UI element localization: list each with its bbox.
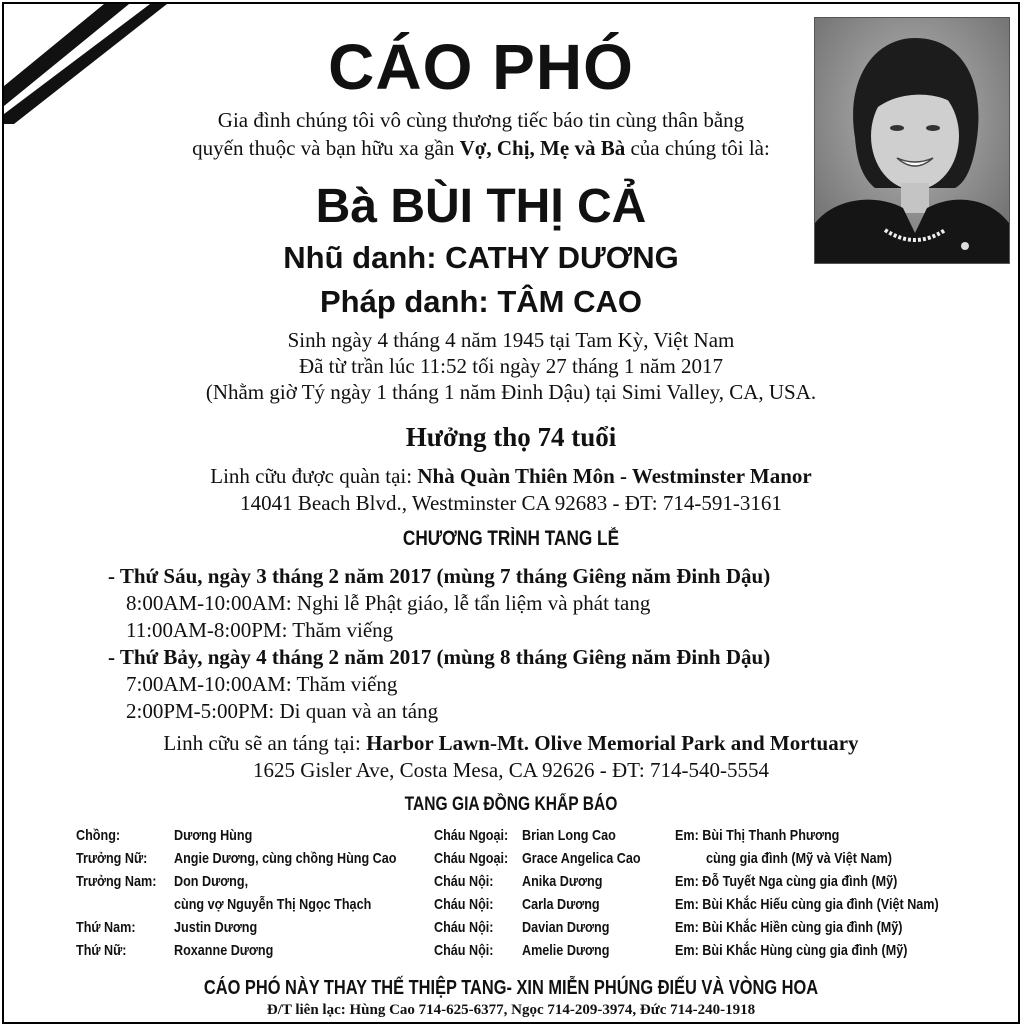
program-title: CHƯƠNG TRÌNH TANG LỄ bbox=[402, 527, 620, 550]
deceased-name: Bà BÙI THỊ CẢ bbox=[315, 180, 647, 233]
burial-label: Linh cữu sẽ an táng tại: bbox=[163, 731, 367, 755]
family-sibling: cùng gia đình (Mỹ và Việt Nam) bbox=[706, 850, 893, 867]
viewing-label: Linh cữu được quàn tại: bbox=[210, 464, 418, 488]
maiden-name: Nhũ danh: CATHY DƯƠNG bbox=[283, 240, 679, 275]
family-role: Cháu Ngoại: bbox=[434, 827, 509, 844]
family-role: Thứ Nam: bbox=[76, 919, 136, 936]
family-member: Carla Dương bbox=[522, 896, 600, 913]
day-2-event: 7:00AM-10:00AM: Thăm viếng bbox=[126, 672, 398, 696]
family-sibling: Em: Đỗ Tuyết Nga cùng gia đình (Mỹ) bbox=[675, 873, 898, 890]
intro-text: của chúng tôi là: bbox=[625, 136, 770, 160]
family-member: Brian Long Cao bbox=[522, 827, 616, 844]
intro-line-2 bbox=[2, 136, 988, 161]
family-title: TANG GIA ĐỒNG KHẤP BÁO bbox=[404, 794, 618, 815]
family-member: Justin Dương bbox=[174, 919, 258, 936]
death-info: Đã từ trần lúc 11:52 tối ngày 27 tháng 1 năm 2017 bbox=[298, 354, 724, 378]
family-member: Dương Hùng bbox=[174, 827, 253, 844]
family-member: cùng vợ Nguyễn Thị Ngọc Thạch bbox=[174, 896, 372, 913]
family-sibling: Em: Bùi Khắc Hiền cùng gia đình (Mỹ) bbox=[675, 919, 903, 936]
family-role: Cháu Nội: bbox=[434, 873, 494, 890]
family-member: Amelie Dương bbox=[522, 942, 610, 959]
family-role: Trưởng Nữ: bbox=[76, 850, 148, 867]
family-role: Cháu Ngoại: bbox=[434, 850, 509, 867]
obituary-notice bbox=[2, 2, 1020, 1024]
day-2-heading: - Thứ Bảy, ngày 4 tháng 2 năm 2017 (mùng 8 tháng Giêng năm Đinh Dậu) bbox=[108, 645, 771, 669]
family-sibling: Em: Bùi Thị Thanh Phương bbox=[675, 827, 840, 844]
day-1-heading: - Thứ Sáu, ngày 3 tháng 2 năm 2017 (mùng 7 tháng Giêng năm Đinh Dậu) bbox=[108, 564, 771, 588]
family-role: Chồng: bbox=[76, 827, 121, 844]
footer-contacts: Đ/T liên lạc: Hùng Cao 714-625-6377, Ngọc 714-209-3974, Đức 714-240-1918 bbox=[266, 1002, 756, 1018]
day-1-event: 8:00AM-10:00AM: Nghi lễ Phật giáo, lễ tẩn liệm và phát tang bbox=[126, 591, 651, 615]
family-sibling: Em: Bùi Khắc Hùng cùng gia đình (Mỹ) bbox=[675, 942, 908, 959]
day-2-event: 2:00PM-5:00PM: Di quan và an táng bbox=[126, 699, 439, 723]
family-member: Angie Dương, cùng chồng Hùng Cao bbox=[174, 850, 397, 867]
family-sibling: Em: Bùi Khắc Hiếu cùng gia đình (Việt Nam) bbox=[675, 896, 939, 913]
intro-relation: Vợ, Chị, Mẹ và Bà bbox=[459, 136, 626, 160]
family-role: Cháu Nội: bbox=[434, 942, 494, 959]
burial-location bbox=[4, 731, 1018, 756]
viewing-place: Nhà Quàn Thiên Môn - Westminster Manor bbox=[417, 464, 812, 488]
page-title: CÁO PHÓ bbox=[328, 31, 634, 103]
burial-address: 1625 Gisler Ave, Costa Mesa, CA 92626 - ĐT: 714-540-5554 bbox=[253, 758, 769, 782]
death-lunar-info: (Nhằm giờ Tý ngày 1 tháng 1 năm Đinh Dậu) tại Simi Valley, CA, USA. bbox=[205, 380, 817, 404]
family-role: Trưởng Nam: bbox=[76, 873, 157, 890]
family-member: Anika Dương bbox=[522, 873, 603, 890]
family-role: Thứ Nữ: bbox=[76, 942, 127, 959]
day-1-event: 11:00AM-8:00PM: Thăm viếng bbox=[126, 618, 394, 642]
family-member: Davian Dương bbox=[522, 919, 610, 936]
viewing-address: 14041 Beach Blvd., Westminster CA 92683 - ĐT: 714-591-3161 bbox=[240, 491, 782, 515]
age-info: Hưởng thọ 74 tuổi bbox=[405, 422, 617, 452]
intro-text: quyến thuộc và bạn hữu xa gần bbox=[192, 136, 460, 160]
family-role: Cháu Nội: bbox=[434, 919, 494, 936]
family-member: Grace Angelica Cao bbox=[522, 850, 641, 867]
dharma-name: Pháp danh: TÂM CAO bbox=[319, 284, 643, 319]
family-member: Roxanne Dương bbox=[174, 942, 274, 959]
footer-notice: CÁO PHÓ NÀY THAY THẾ THIỆP TANG- XIN MIỄN PHÚNG ĐIẾU VÀ VÒNG HOA bbox=[203, 977, 819, 999]
intro-line-1: Gia đình chúng tôi vô cùng thương tiếc báo tin cùng thân bằng bbox=[217, 108, 745, 132]
viewing-location bbox=[4, 464, 1018, 489]
family-member: Don Dương, bbox=[174, 873, 249, 890]
burial-place: Harbor Lawn-Mt. Olive Memorial Park and Mortuary bbox=[366, 731, 859, 755]
family-role: Cháu Nội: bbox=[434, 896, 494, 913]
birth-info: Sinh ngày 4 tháng 4 năm 1945 tại Tam Kỳ, Việt Nam bbox=[287, 328, 735, 352]
